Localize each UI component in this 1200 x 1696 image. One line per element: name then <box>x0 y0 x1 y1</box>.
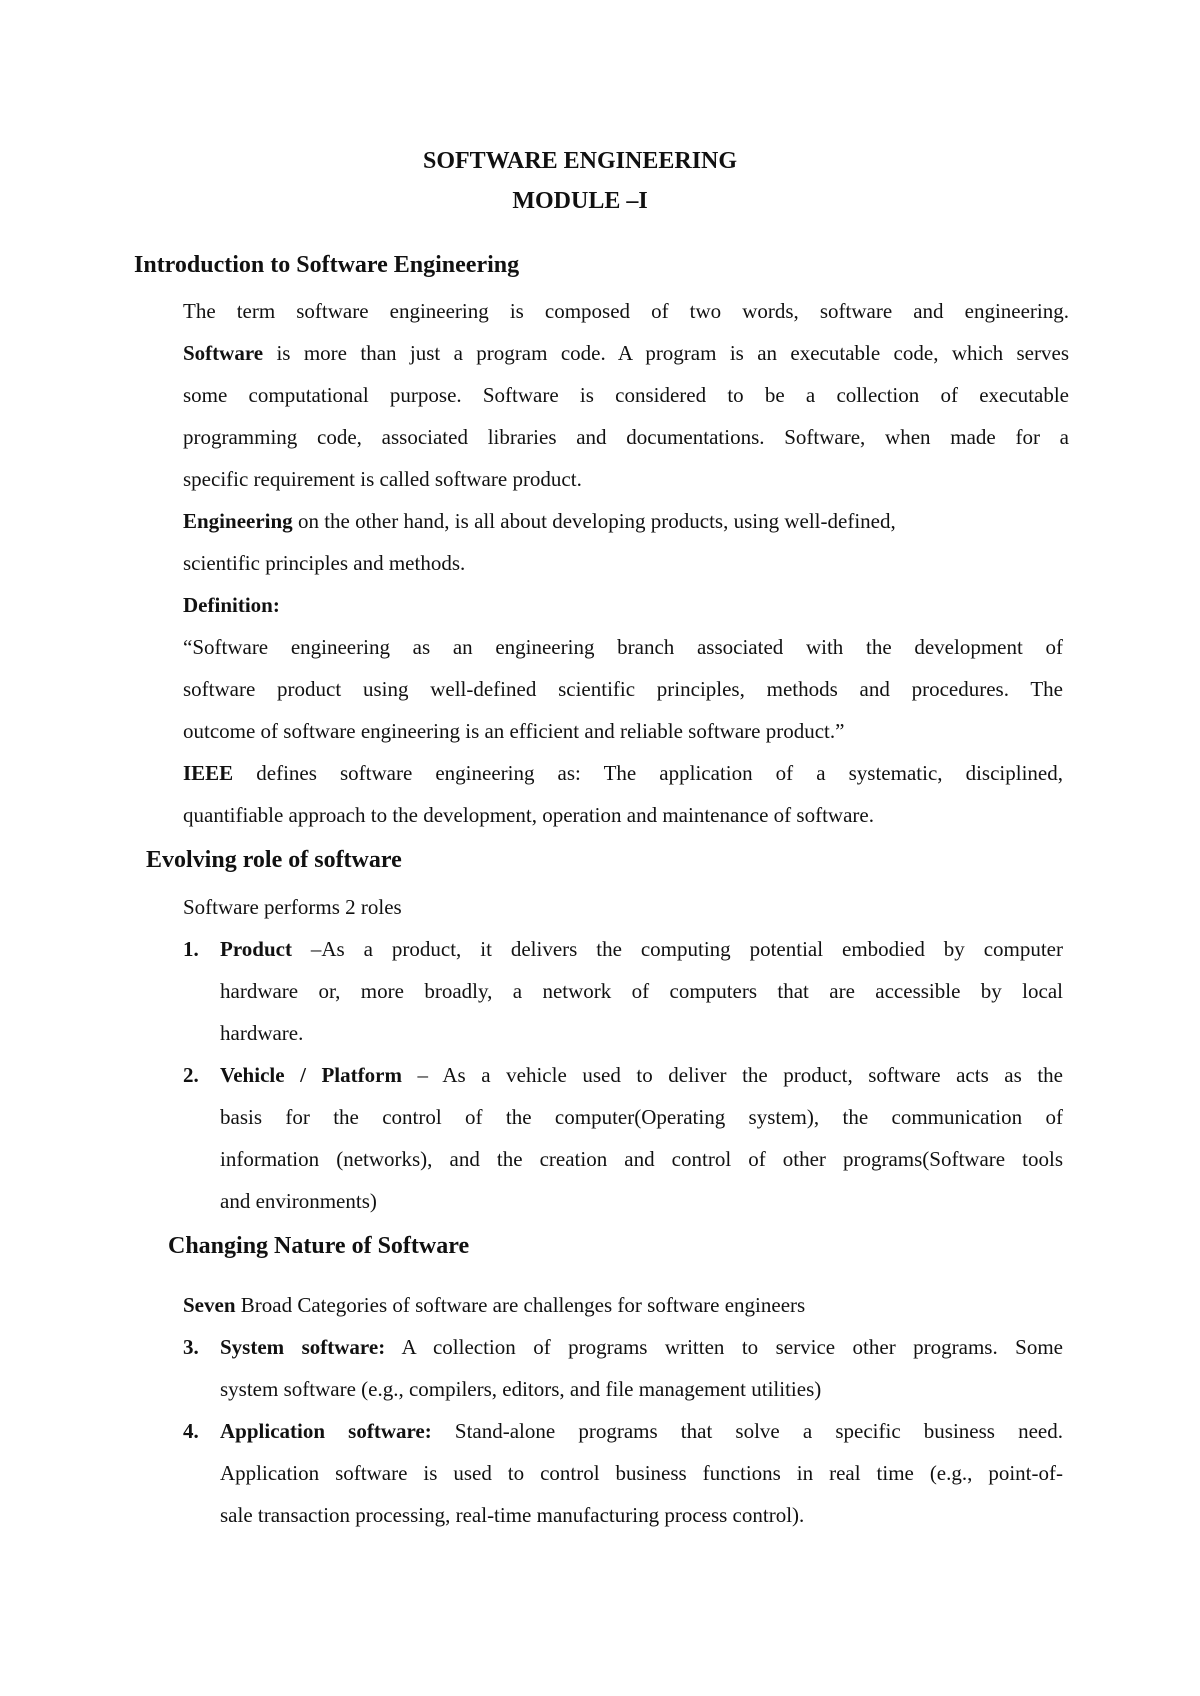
list-number: 2. <box>183 1063 199 1087</box>
list-item: Application software: Stand-alone programs that solve a specific business need. <box>220 1419 1063 1443</box>
paragraph-line: Seven Broad Categories of software are challenges for software engineers <box>183 1293 806 1317</box>
list-item: Vehicle / Platform – As a vehicle used to deliver the product, software acts as the <box>220 1063 1063 1087</box>
list-item: System software: A collection of programs written to service other programs. Some <box>220 1335 1063 1359</box>
paragraph-line: IEEE defines software engineering as: The application of a systematic, disciplined, <box>183 761 1063 785</box>
list-item-line: Application software is used to control business functions in real time (e.g., point-of- <box>220 1461 1063 1485</box>
paragraph-line: Software is more than just a program code. A program is an executable code, which serves <box>183 341 1069 365</box>
list-item-line: system software (e.g., compilers, editors, and file management utilities) <box>220 1377 822 1401</box>
definition-quote-line: “Software engineering as an engineering branch associated with the development of <box>183 635 1063 659</box>
list-item-line: hardware. <box>220 1021 304 1045</box>
list-item-line: basis for the control of the computer(Operating system), the communication of <box>220 1105 1063 1129</box>
bold-term-engineering: Engineering <box>183 509 293 533</box>
paragraph-line: quantifiable approach to the development, operation and maintenance of software. <box>183 803 874 827</box>
definition-quote-line: software product using well-defined scientific principles, methods and procedures. The <box>183 677 1063 701</box>
paragraph-line: programming code, associated libraries and documentations. Software, when made for a <box>183 425 1069 449</box>
paragraph-line: specific requirement is called software product. <box>183 467 582 491</box>
list-number: 1. <box>183 937 199 961</box>
list-number: 4. <box>183 1419 199 1443</box>
bold-term-software: Software <box>183 341 264 365</box>
document-title: SOFTWARE ENGINEERING <box>422 148 738 174</box>
list-item-line: information (networks), and the creation and control of other programs(Software tools <box>220 1147 1063 1171</box>
section-heading-evolving-role: Evolving role of software <box>146 847 402 873</box>
definition-quote-line: outcome of software engineering is an efficient and reliable software product.” <box>183 719 845 743</box>
list-item-line: sale transaction processing, real-time manufacturing process control). <box>220 1503 805 1527</box>
paragraph-line: Engineering on the other hand, is all about developing products, using well-defined, <box>183 509 896 533</box>
list-number: 3. <box>183 1335 199 1359</box>
paragraph-line: The term software engineering is composed of two words, software and engineering. <box>183 299 1069 323</box>
paragraph-line: scientific principles and methods. <box>183 551 466 575</box>
definition-label: Definition: <box>183 593 280 617</box>
list-item-line: and environments) <box>220 1189 377 1213</box>
bold-term-ieee: IEEE <box>183 761 234 785</box>
paragraph-line: Software performs 2 roles <box>183 895 402 919</box>
section-heading-changing-nature: Changing Nature of Software <box>168 1233 470 1259</box>
list-item-line: hardware or, more broadly, a network of computers that are accessible by local <box>220 979 1063 1003</box>
module-title: MODULE –I <box>512 188 648 214</box>
paragraph-line: some computational purpose. Software is considered to be a collection of executable <box>183 383 1069 407</box>
section-heading-introduction: Introduction to Software Engineering <box>134 252 520 278</box>
list-item: Product –As a product, it delivers the computing potential embodied by computer <box>220 937 1063 961</box>
